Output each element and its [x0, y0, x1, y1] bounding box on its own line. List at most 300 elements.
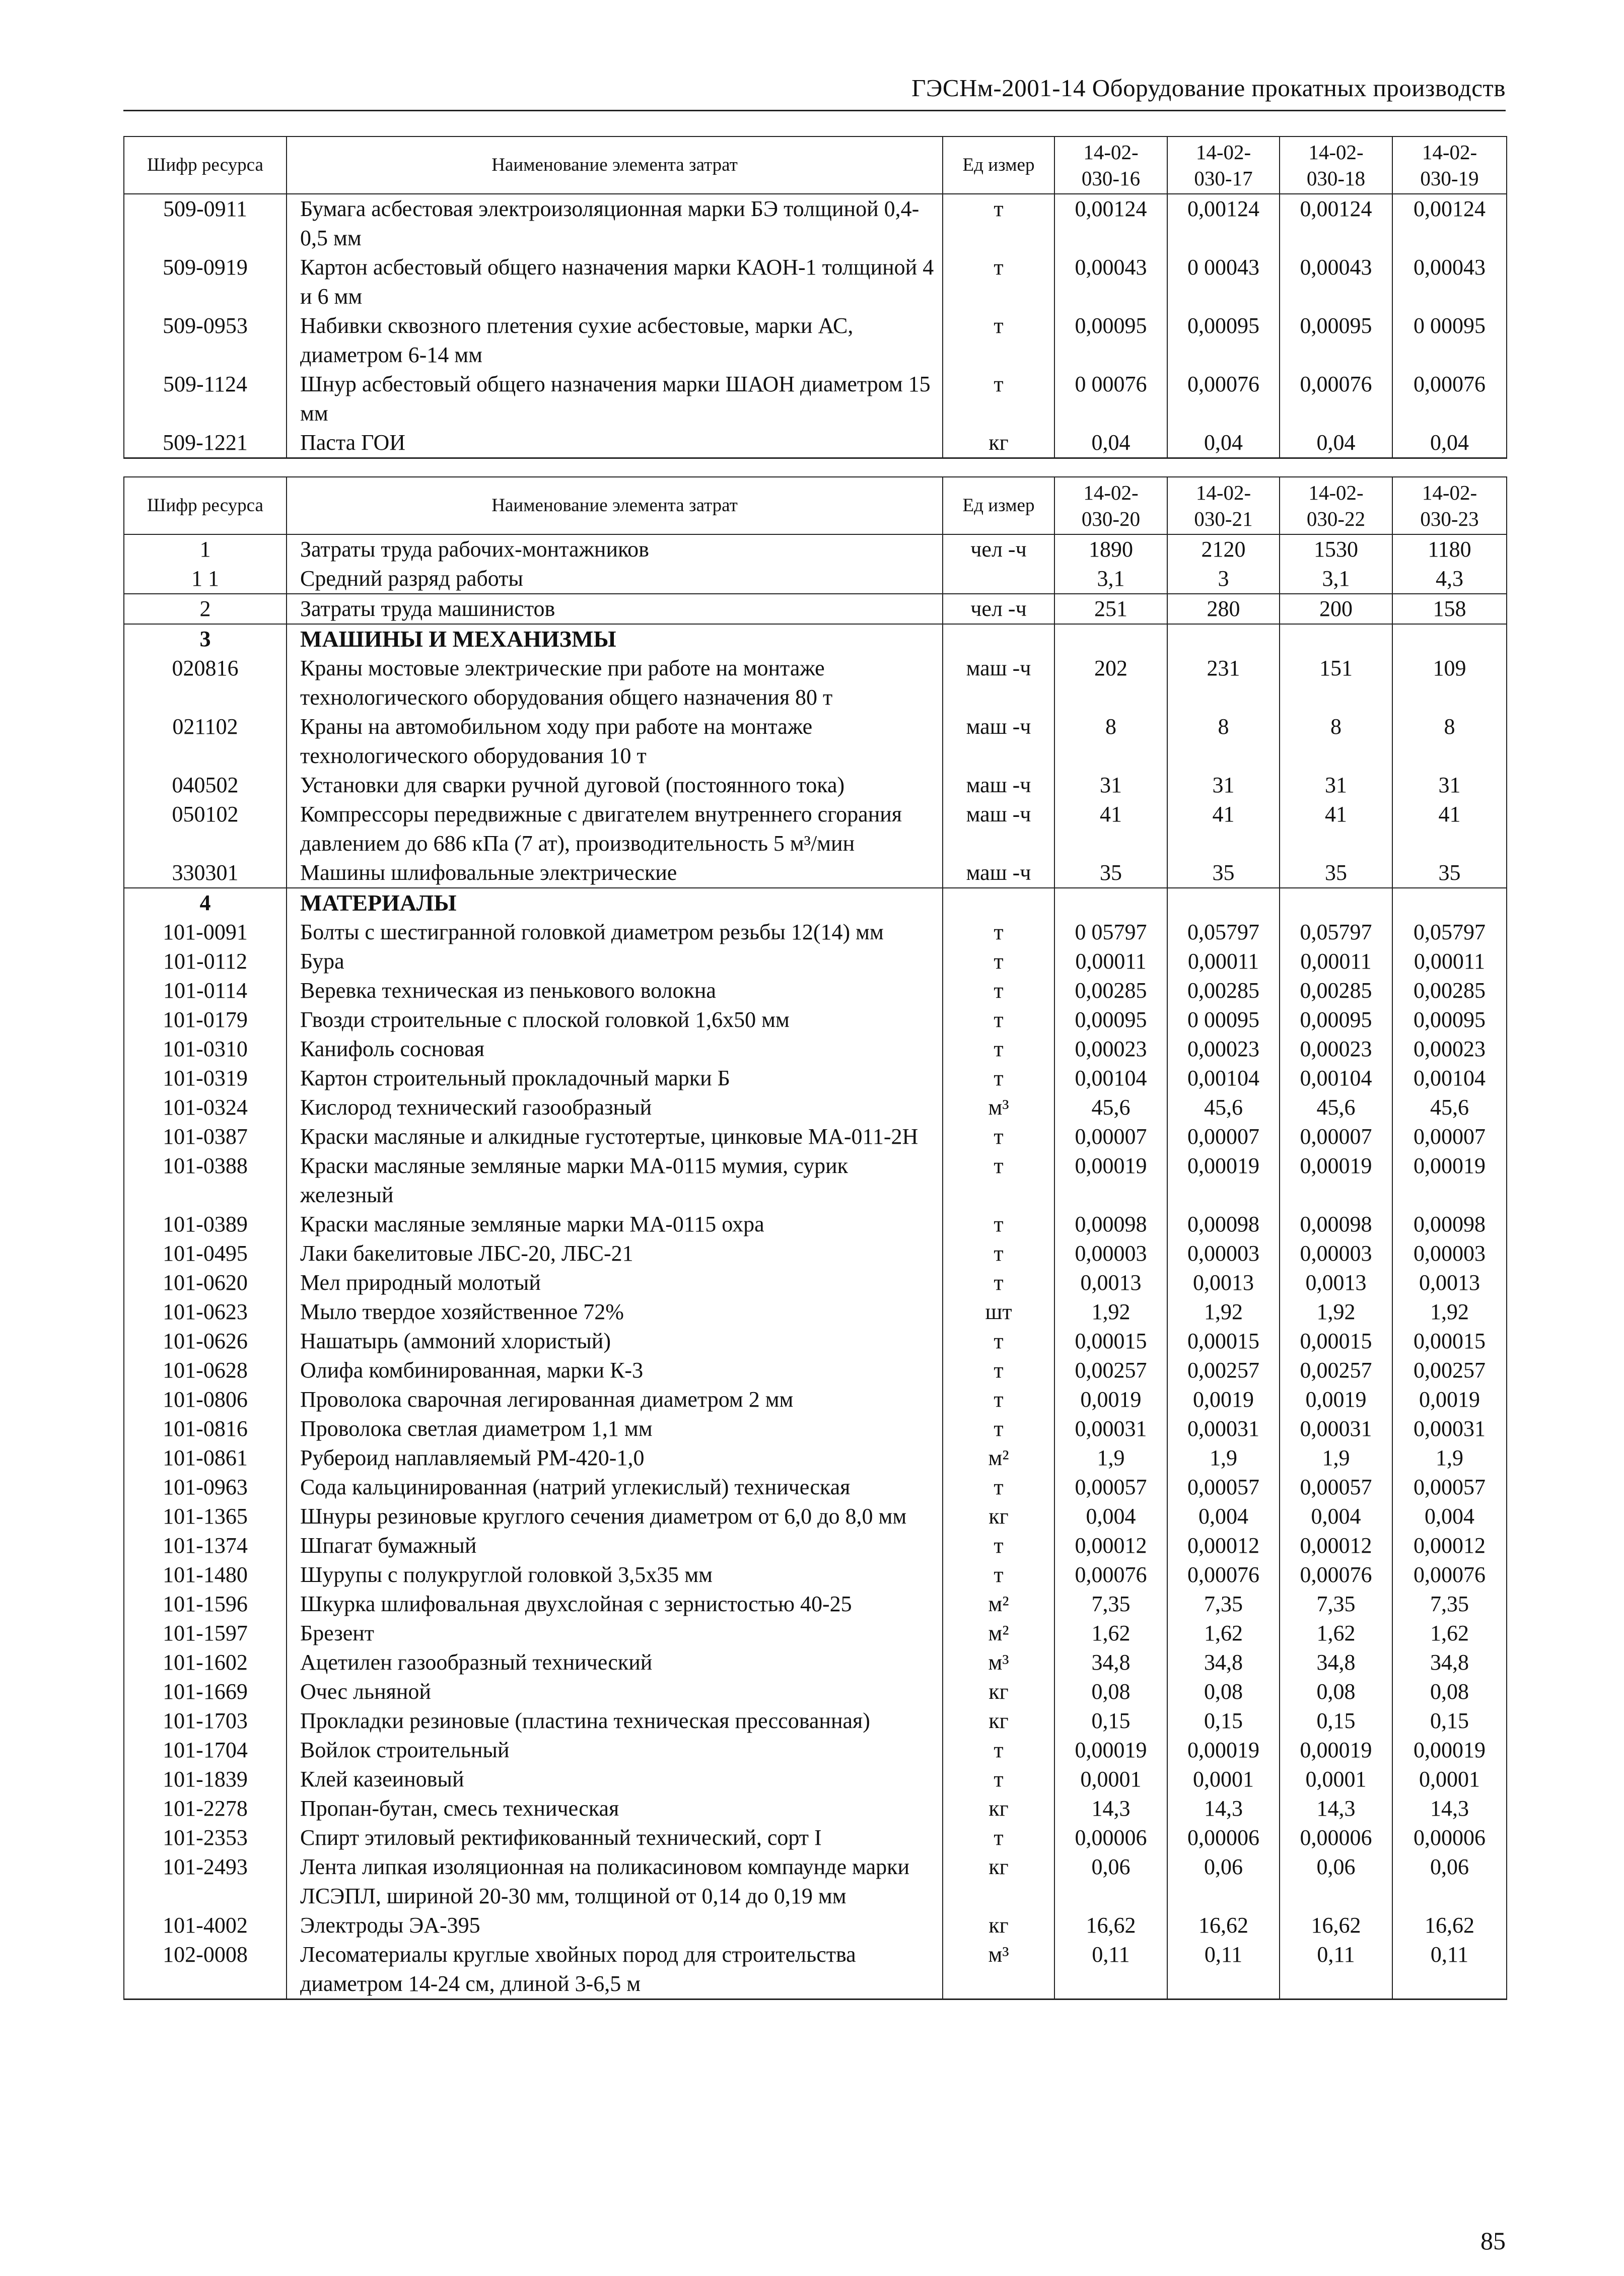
value-cell: 0,00076 [1392, 1560, 1507, 1590]
resource-code-cell: 101-0388 [124, 1151, 287, 1210]
value-cell: 0,00007 [1167, 1122, 1280, 1151]
table-row [124, 800, 1507, 858]
unit-cell: кг [943, 1677, 1054, 1706]
value-cell: 45,6 [1054, 1093, 1167, 1122]
column-header: 14-02- 030-23 [1392, 477, 1507, 534]
resource-code-cell: 101-4002 [124, 1911, 287, 1940]
unit-cell: т [943, 1560, 1054, 1590]
value-cell [1054, 624, 1167, 654]
column-header: 14-02- 030-17 [1167, 136, 1280, 194]
value-cell: 0,05797 [1280, 918, 1392, 947]
value-cell: 8 [1167, 712, 1280, 771]
table-row [124, 1794, 1507, 1823]
unit-cell: т [943, 1122, 1054, 1151]
value-cell: 7,35 [1167, 1590, 1280, 1619]
value-cell: 0,00095 [1167, 311, 1280, 370]
value-cell: 0,00003 [1280, 1239, 1392, 1268]
resource-name-cell: Мыло твердое хозяйственное 72% [287, 1297, 943, 1327]
value-cell: 0,004 [1167, 1502, 1280, 1531]
column-header: Наименование элемента затрат [287, 136, 943, 194]
resource-code-cell: 101-1704 [124, 1736, 287, 1765]
value-cell: 0,15 [1167, 1706, 1280, 1736]
column-header: Шифр ресурса [124, 136, 287, 194]
unit-cell: т [943, 976, 1054, 1005]
table-row [124, 1385, 1507, 1414]
value-cell: 0,11 [1054, 1940, 1167, 1999]
resource-name-cell: Затраты труда рабочих-монтажников [287, 534, 943, 564]
resource-name-cell: Клей казеиновый [287, 1765, 943, 1794]
table-row [124, 1531, 1507, 1560]
unit-cell: кг [943, 428, 1054, 458]
value-cell: 0,08 [1280, 1677, 1392, 1706]
value-cell: 34,8 [1167, 1648, 1280, 1677]
header-row [124, 136, 1507, 194]
value-cell: 0,0001 [1392, 1765, 1507, 1794]
resource-name-cell: Краны на автомобильном ходу при работе на монтаже технологического оборудования 10 т [287, 712, 943, 771]
value-cell: 0,00019 [1167, 1736, 1280, 1765]
page-header-title: ГЭСНм-2001-14 Оборудование прокатных производств [911, 74, 1506, 102]
value-cell: 45,6 [1280, 1093, 1392, 1122]
resource-code-cell: 040502 [124, 771, 287, 800]
value-cell: 1,92 [1054, 1297, 1167, 1327]
table-row [124, 1911, 1507, 1940]
resource-name-cell: Шнур асбестовый общего назначения марки ШАОН диаметром 15 мм [287, 370, 943, 428]
resource-code-cell: 101-0628 [124, 1356, 287, 1385]
column-header: Ед измер [943, 477, 1054, 534]
value-cell: 0,00006 [1167, 1823, 1280, 1852]
resource-name-cell: Шпагат бумажный [287, 1531, 943, 1560]
value-cell: 0,00015 [1280, 1327, 1392, 1356]
value-cell: 1,9 [1392, 1443, 1507, 1473]
table-row [124, 1268, 1507, 1297]
value-cell: 151 [1280, 654, 1392, 712]
resource-name-cell: Бура [287, 947, 943, 976]
value-cell: 0,00012 [1054, 1531, 1167, 1560]
table-row [124, 564, 1507, 594]
column-header: 14-02- 030-20 [1054, 477, 1167, 534]
resource-name-cell: Шнуры резиновые круглого сечения диаметром от 6,0 до 8,0 мм [287, 1502, 943, 1531]
value-cell: 0,00019 [1054, 1151, 1167, 1210]
value-cell: 0,00095 [1054, 311, 1167, 370]
value-cell: 200 [1280, 594, 1392, 624]
value-cell: 0,00019 [1280, 1736, 1392, 1765]
value-cell: 231 [1167, 654, 1280, 712]
value-cell: 0,00003 [1054, 1239, 1167, 1268]
resource-name-cell: Очес льняной [287, 1677, 943, 1706]
resource-code-cell: 101-0816 [124, 1414, 287, 1443]
table-row [124, 1473, 1507, 1502]
value-cell: 0,00007 [1392, 1122, 1507, 1151]
value-cell: 1530 [1280, 534, 1392, 564]
value-cell: 2120 [1167, 534, 1280, 564]
value-cell: 0,004 [1392, 1502, 1507, 1531]
value-cell: 0,00031 [1054, 1414, 1167, 1443]
column-header: 14-02- 030-22 [1280, 477, 1392, 534]
resource-name-cell: Болты с шестигранной головкой диаметром резьбы 12(14) мм [287, 918, 943, 947]
value-cell: 0,00015 [1054, 1327, 1167, 1356]
value-cell: 14,3 [1280, 1794, 1392, 1823]
value-cell: 0,00043 [1280, 253, 1392, 311]
table-row [124, 1590, 1507, 1619]
value-cell: 1,92 [1280, 1297, 1392, 1327]
value-cell: 0,00015 [1392, 1327, 1507, 1356]
resource-name-cell: Гвозди строительные с плоской головкой 1,6х50 мм [287, 1005, 943, 1034]
value-cell: 0,00006 [1392, 1823, 1507, 1852]
table-row [124, 1064, 1507, 1093]
value-cell: 4,3 [1392, 564, 1507, 594]
value-cell: 0,00104 [1280, 1064, 1392, 1093]
table-1-header [124, 136, 1507, 194]
resource-table-1 [123, 136, 1507, 459]
table-row [124, 654, 1507, 712]
value-cell: 45,6 [1167, 1093, 1280, 1122]
value-cell: 0,00257 [1054, 1356, 1167, 1385]
value-cell: 0,00023 [1280, 1034, 1392, 1064]
value-cell: 0,00003 [1392, 1239, 1507, 1268]
value-cell: 0,00124 [1280, 194, 1392, 253]
value-cell: 0,00043 [1054, 253, 1167, 311]
resource-code-cell: 021102 [124, 712, 287, 771]
resource-code-cell: 101-1839 [124, 1765, 287, 1794]
resource-name-cell: Шурупы с полукруглой головкой 3,5х35 мм [287, 1560, 943, 1590]
value-cell: 0,00012 [1392, 1531, 1507, 1560]
value-cell: 16,62 [1167, 1911, 1280, 1940]
resource-code-cell: 101-0861 [124, 1443, 287, 1473]
value-cell: 3,1 [1280, 564, 1392, 594]
resource-code-cell: 101-2353 [124, 1823, 287, 1852]
value-cell [1167, 624, 1280, 654]
section-row [124, 624, 1507, 654]
value-cell: 8 [1392, 712, 1507, 771]
resource-code-cell: 101-0310 [124, 1034, 287, 1064]
value-cell: 34,8 [1280, 1648, 1392, 1677]
value-cell: 0,00124 [1167, 194, 1280, 253]
value-cell: 0,00006 [1280, 1823, 1392, 1852]
resource-name-cell: Краны мостовые электрические при работе на монтаже технологического оборудования общего назначения 80 т [287, 654, 943, 712]
value-cell: 0,15 [1280, 1706, 1392, 1736]
unit-cell: т [943, 1823, 1054, 1852]
value-cell: 1,62 [1167, 1619, 1280, 1648]
value-cell: 0,06 [1167, 1852, 1280, 1911]
resource-name-cell: Бумага асбестовая электроизоляционная марки БЭ толщиной 0,4-0,5 мм [287, 194, 943, 253]
value-cell: 0 00095 [1392, 311, 1507, 370]
resource-code-cell: 050102 [124, 800, 287, 858]
table-row [124, 1327, 1507, 1356]
table-row [124, 1648, 1507, 1677]
value-cell: 0,00098 [1167, 1210, 1280, 1239]
value-cell: 0,11 [1280, 1940, 1392, 1999]
resource-code-cell: 101-1703 [124, 1706, 287, 1736]
unit-cell: т [943, 947, 1054, 976]
resource-code-cell: 101-0623 [124, 1297, 287, 1327]
unit-cell: т [943, 1268, 1054, 1297]
resource-name-cell: Кислород технический газообразный [287, 1093, 943, 1122]
value-cell: 0,00124 [1392, 194, 1507, 253]
value-cell: 0,00098 [1054, 1210, 1167, 1239]
value-cell: 0,11 [1392, 1940, 1507, 1999]
value-cell: 1,92 [1167, 1297, 1280, 1327]
value-cell: 0 05797 [1054, 918, 1167, 947]
unit-cell [943, 624, 1054, 654]
unit-cell: т [943, 370, 1054, 428]
unit-cell: т [943, 311, 1054, 370]
value-cell: 0,06 [1392, 1852, 1507, 1911]
table-row [124, 1297, 1507, 1327]
unit-cell [943, 888, 1054, 918]
value-cell: 14,3 [1167, 1794, 1280, 1823]
value-cell: 41 [1054, 800, 1167, 858]
value-cell: 0,0001 [1167, 1765, 1280, 1794]
resource-code-cell: 101-2493 [124, 1852, 287, 1911]
value-cell: 0,004 [1054, 1502, 1167, 1531]
resource-name-cell: Лента липкая изоляционная на поликасиновом компаунде марки ЛСЭПЛ, шириной 20-30 мм, толщиной от 0,14 до 0,19 мм [287, 1852, 943, 1911]
value-cell: 1,62 [1054, 1619, 1167, 1648]
resource-code-cell: 101-2278 [124, 1794, 287, 1823]
value-cell [1392, 624, 1507, 654]
unit-cell: т [943, 1034, 1054, 1064]
value-cell: 0,0019 [1392, 1385, 1507, 1414]
table-row [124, 370, 1507, 428]
value-cell: 0,00098 [1280, 1210, 1392, 1239]
resource-code-cell: 020816 [124, 654, 287, 712]
table-row [124, 1619, 1507, 1648]
resource-code-cell: 101-0495 [124, 1239, 287, 1268]
value-cell: 7,35 [1054, 1590, 1167, 1619]
resource-code-cell: 509-0953 [124, 311, 287, 370]
value-cell: 0 00076 [1054, 370, 1167, 428]
resource-name-cell: Пропан-бутан, смесь техническая [287, 1794, 943, 1823]
value-cell: 1,62 [1392, 1619, 1507, 1648]
value-cell: 0,00285 [1392, 976, 1507, 1005]
value-cell: 0,08 [1054, 1677, 1167, 1706]
unit-cell: м² [943, 1619, 1054, 1648]
unit-cell: т [943, 253, 1054, 311]
resource-name-cell: Краски масляные и алкидные густотертые, цинковые МА-011-2Н [287, 1122, 943, 1151]
resource-code-cell: 2 [124, 594, 287, 624]
value-cell: 1890 [1054, 534, 1167, 564]
value-cell: 3,1 [1054, 564, 1167, 594]
resource-name-cell: Прокладки резиновые (пластина техническая прессованная) [287, 1706, 943, 1736]
table-row [124, 1560, 1507, 1590]
value-cell: 31 [1392, 771, 1507, 800]
resource-name-cell: Ацетилен газообразный технический [287, 1648, 943, 1677]
value-cell: 0,00104 [1392, 1064, 1507, 1093]
resource-name-cell: Спирт этиловый ректификованный технический, сорт I [287, 1823, 943, 1852]
value-cell: 3 [1167, 564, 1280, 594]
value-cell: 0,00019 [1392, 1151, 1507, 1210]
table-row [124, 858, 1507, 888]
table-row [124, 918, 1507, 947]
value-cell: 0,00104 [1054, 1064, 1167, 1093]
value-cell [1054, 888, 1167, 918]
unit-cell: т [943, 1736, 1054, 1765]
resource-name-cell: Проволока сварочная легированная диаметром 2 мм [287, 1385, 943, 1414]
value-cell: 16,62 [1392, 1911, 1507, 1940]
value-cell: 0,00057 [1392, 1473, 1507, 1502]
table-row [124, 253, 1507, 311]
value-cell: 8 [1280, 712, 1392, 771]
value-cell: 0,00057 [1280, 1473, 1392, 1502]
table-row [124, 1443, 1507, 1473]
value-cell: 31 [1280, 771, 1392, 800]
column-header: Ед измер [943, 136, 1054, 194]
unit-cell: маш -ч [943, 654, 1054, 712]
resource-name-cell: Набивки сквозного плетения сухие асбестовые, марки АС, диаметром 6-14 мм [287, 311, 943, 370]
value-cell: 0,00098 [1392, 1210, 1507, 1239]
resource-code-cell: 102-0008 [124, 1940, 287, 1999]
unit-cell: т [943, 1239, 1054, 1268]
value-cell: 1,9 [1054, 1443, 1167, 1473]
value-cell: 0,00076 [1280, 1560, 1392, 1590]
value-cell: 0,00011 [1392, 947, 1507, 976]
resource-name-cell: Картон строительный прокладочный марки Б [287, 1064, 943, 1093]
table-row [124, 1502, 1507, 1531]
value-cell: 0,00003 [1167, 1239, 1280, 1268]
value-cell: 0,00124 [1054, 194, 1167, 253]
table-row [124, 947, 1507, 976]
table-row [124, 428, 1507, 458]
column-header: 14-02- 030-18 [1280, 136, 1392, 194]
table-row [124, 1706, 1507, 1736]
table-1-body [124, 194, 1507, 458]
unit-cell: т [943, 1385, 1054, 1414]
value-cell: 158 [1392, 594, 1507, 624]
table-row [124, 1356, 1507, 1385]
value-cell: 41 [1280, 800, 1392, 858]
unit-cell: т [943, 1064, 1054, 1093]
value-cell: 0,00257 [1167, 1356, 1280, 1385]
table-row [124, 1677, 1507, 1706]
value-cell: 0,00285 [1054, 976, 1167, 1005]
value-cell: 0,0013 [1392, 1268, 1507, 1297]
value-cell: 14,3 [1054, 1794, 1167, 1823]
resource-name-cell: Лаки бакелитовые ЛБС-20, ЛБС-21 [287, 1239, 943, 1268]
resource-code-cell: 330301 [124, 858, 287, 888]
resource-code-cell: 101-1597 [124, 1619, 287, 1648]
value-cell: 0,00095 [1392, 1005, 1507, 1034]
value-cell: 0,00257 [1280, 1356, 1392, 1385]
value-cell: 34,8 [1054, 1648, 1167, 1677]
value-cell: 8 [1054, 712, 1167, 771]
unit-cell: чел -ч [943, 594, 1054, 624]
table-row [124, 1765, 1507, 1794]
resource-code-cell: 1 [124, 534, 287, 564]
resource-name-cell: Сода кальцинированная (натрий углекислый) техническая [287, 1473, 943, 1502]
value-cell: 0,04 [1167, 428, 1280, 458]
value-cell: 0,05797 [1392, 918, 1507, 947]
table-row [124, 712, 1507, 771]
resource-code-cell: 101-0319 [124, 1064, 287, 1093]
unit-cell: кг [943, 1706, 1054, 1736]
value-cell: 0,00019 [1167, 1151, 1280, 1210]
value-cell: 0,04 [1392, 428, 1507, 458]
value-cell: 0 00095 [1167, 1005, 1280, 1034]
resource-code-cell: 101-0114 [124, 976, 287, 1005]
resource-name-cell: Установки для сварки ручной дуговой (постоянного тока) [287, 771, 943, 800]
unit-cell: кг [943, 1911, 1054, 1940]
value-cell: 251 [1054, 594, 1167, 624]
table-row [124, 976, 1507, 1005]
value-cell: 1,92 [1392, 1297, 1507, 1327]
table-row [124, 1852, 1507, 1911]
value-cell: 0,00076 [1167, 370, 1280, 428]
unit-cell: м³ [943, 1093, 1054, 1122]
unit-cell: т [943, 1005, 1054, 1034]
value-cell: 0,00043 [1392, 253, 1507, 311]
value-cell: 0,00012 [1167, 1531, 1280, 1560]
value-cell: 41 [1167, 800, 1280, 858]
resource-name-cell: Канифоль сосновая [287, 1034, 943, 1064]
resource-name-cell: Средний разряд работы [287, 564, 943, 594]
value-cell: 1,9 [1280, 1443, 1392, 1473]
value-cell: 0,00095 [1280, 311, 1392, 370]
unit-cell: маш -ч [943, 712, 1054, 771]
value-cell: 0,004 [1280, 1502, 1392, 1531]
value-cell: 31 [1167, 771, 1280, 800]
unit-cell: маш -ч [943, 800, 1054, 858]
resource-code-cell: 101-1669 [124, 1677, 287, 1706]
value-cell: 0,0001 [1054, 1765, 1167, 1794]
unit-cell: кг [943, 1794, 1054, 1823]
unit-cell: т [943, 1473, 1054, 1502]
resource-name-cell: Компрессоры передвижные с двигателем внутреннего сгорания давлением до 686 кПа (7 ат), производительность 5 м³/мин [287, 800, 943, 858]
table-row [124, 194, 1507, 253]
value-cell: 0 00043 [1167, 253, 1280, 311]
value-cell: 35 [1392, 858, 1507, 888]
value-cell: 0,00285 [1280, 976, 1392, 1005]
unit-cell: т [943, 1356, 1054, 1385]
value-cell: 109 [1392, 654, 1507, 712]
resource-code-cell: 509-0911 [124, 194, 287, 253]
value-cell [1392, 888, 1507, 918]
value-cell: 1,9 [1167, 1443, 1280, 1473]
resource-name-cell: Рубероид наплавляемый РМ-420-1,0 [287, 1443, 943, 1473]
value-cell: 0,00007 [1280, 1122, 1392, 1151]
resource-name-cell: Краски масляные земляные марки МА-0115 охра [287, 1210, 943, 1239]
table-row [124, 1940, 1507, 1999]
table-row [124, 1736, 1507, 1765]
value-cell: 0,0019 [1280, 1385, 1392, 1414]
resource-code-cell: 101-0324 [124, 1093, 287, 1122]
value-cell: 0,06 [1280, 1852, 1392, 1911]
value-cell: 0,00285 [1167, 976, 1280, 1005]
value-cell: 41 [1392, 800, 1507, 858]
header-divider [123, 110, 1506, 111]
table-2-body [124, 534, 1507, 1999]
resource-code-cell: 101-1480 [124, 1560, 287, 1590]
table-row [124, 1093, 1507, 1122]
resource-name-cell: Паста ГОИ [287, 428, 943, 458]
unit-cell: т [943, 918, 1054, 947]
value-cell: 0,00012 [1280, 1531, 1392, 1560]
resource-name-cell: Лесоматериалы круглые хвойных пород для строительства диаметром 14-24 см, длиной 3-6,5 м [287, 1940, 943, 1999]
column-header: 14-02- 030-19 [1392, 136, 1507, 194]
resource-code-cell: 101-0389 [124, 1210, 287, 1239]
value-cell: 0,04 [1054, 428, 1167, 458]
value-cell: 35 [1280, 858, 1392, 888]
value-cell: 0,00095 [1280, 1005, 1392, 1034]
resource-code-cell: 101-0963 [124, 1473, 287, 1502]
resource-name-cell: Веревка техническая из пенькового волокна [287, 976, 943, 1005]
value-cell: 14,3 [1392, 1794, 1507, 1823]
value-cell: 0,00031 [1167, 1414, 1280, 1443]
value-cell: 0,00057 [1054, 1473, 1167, 1502]
value-cell: 1180 [1392, 534, 1507, 564]
value-cell: 0,06 [1054, 1852, 1167, 1911]
unit-cell: т [943, 1327, 1054, 1356]
resource-name-cell: Проволока светлая диаметром 1,1 мм [287, 1414, 943, 1443]
value-cell: 0,00023 [1392, 1034, 1507, 1064]
